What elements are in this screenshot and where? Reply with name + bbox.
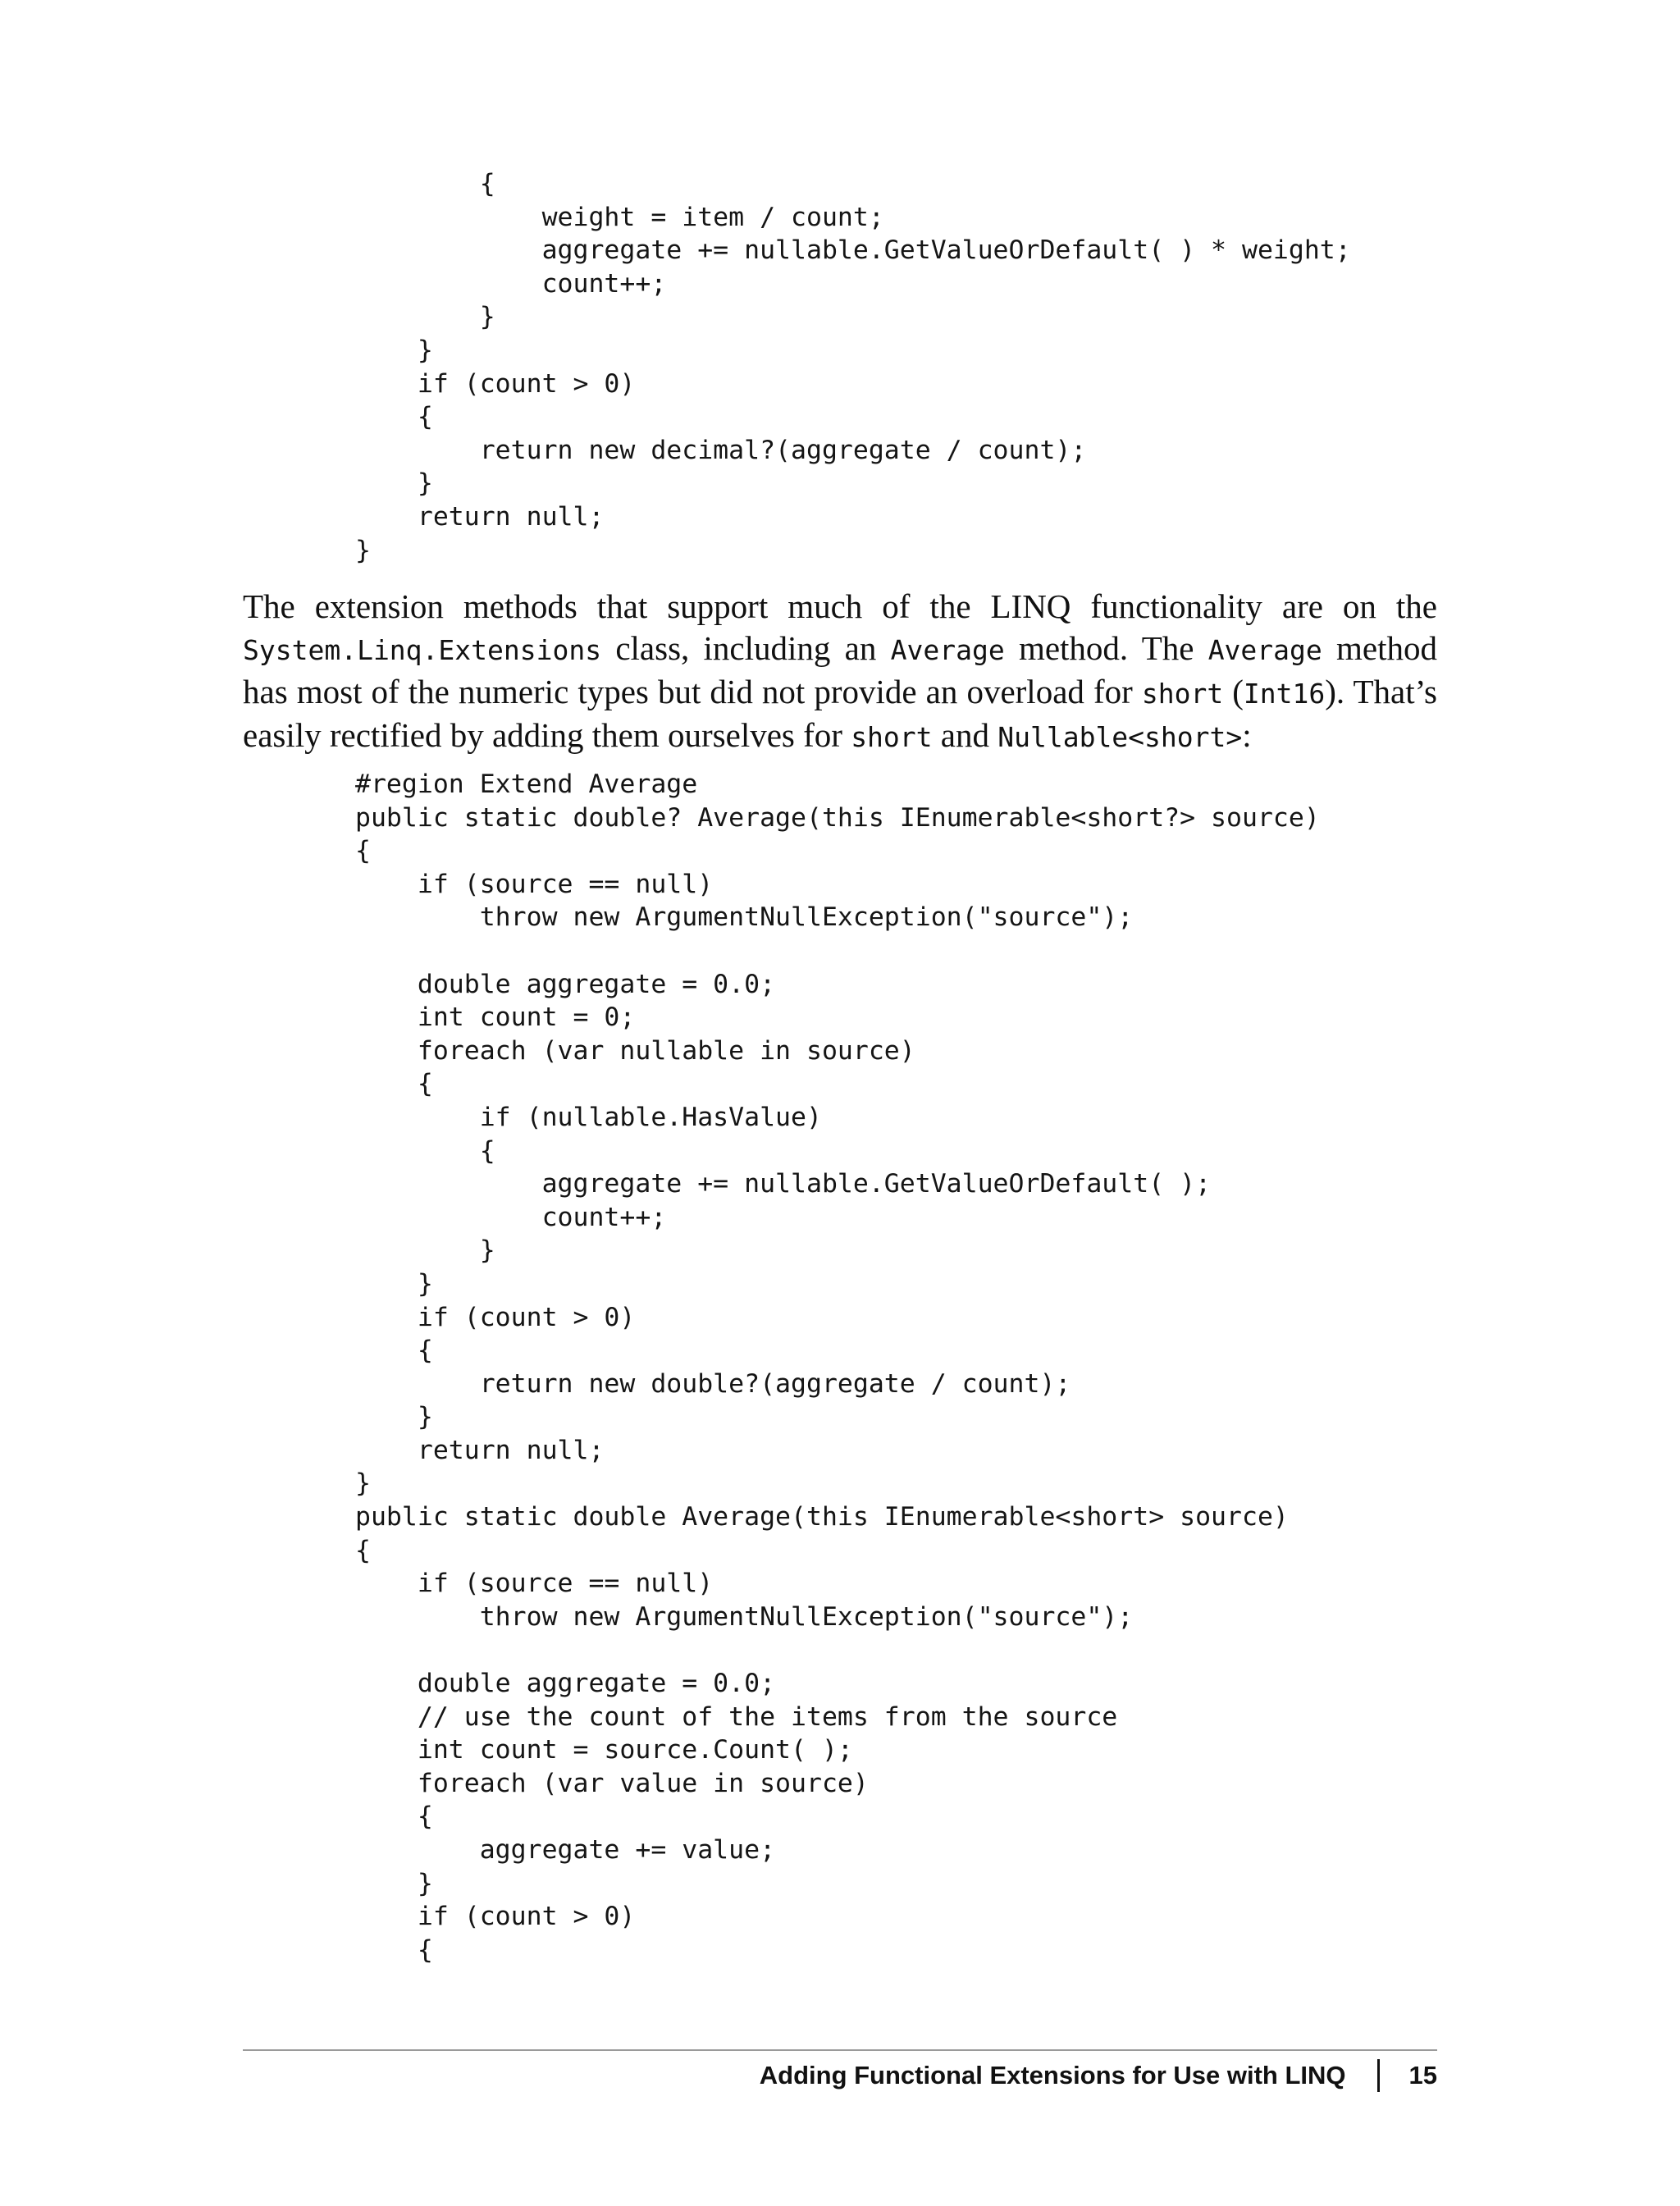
code-line: {	[355, 836, 371, 866]
code-line: {	[355, 1535, 371, 1565]
paragraph-text: :	[1242, 716, 1252, 754]
code-line: aggregate += nullable.GetValueOrDefault( );	[355, 1169, 1212, 1199]
code-line: {	[355, 1802, 433, 1832]
code-line: public static double? Average(this IEnumerable<short?> source)	[355, 802, 1320, 833]
code-line: int count = 0;	[355, 1003, 636, 1033]
code-line: }	[355, 1402, 433, 1432]
code-line: aggregate += value;	[355, 1835, 776, 1865]
paragraph-text: class, including an	[601, 629, 891, 667]
code-line: return null;	[355, 1435, 605, 1465]
code-line: return new decimal?(aggregate / count);	[355, 435, 1087, 465]
page-footer	[243, 2051, 1437, 2100]
code-line: throw new ArgumentNullException("source");	[355, 1601, 1134, 1632]
code-line	[355, 1633, 1320, 1667]
code-line: {	[355, 1336, 433, 1366]
code-line: }	[355, 1468, 371, 1499]
code-line: }	[355, 1268, 433, 1299]
code-block-top	[355, 167, 1351, 567]
code-line: }	[355, 1868, 433, 1898]
paragraph-text: (	[1223, 673, 1244, 710]
code-line: public static double Average(this IEnumerable<short> source)	[355, 1502, 1289, 1532]
code-block-bottom	[355, 768, 1320, 1966]
code-line: }	[355, 335, 433, 365]
inline-code: Average	[1208, 634, 1322, 666]
code-line	[355, 934, 1320, 968]
paragraph-text: The extension methods that support much of the LINQ functionality are on the	[243, 587, 1437, 625]
inline-code: Average	[890, 634, 1005, 666]
inline-code: short	[851, 721, 933, 753]
code-line: return null;	[355, 501, 605, 532]
code-line: if (count > 0)	[355, 1302, 636, 1332]
code-line: double aggregate = 0.0;	[355, 969, 776, 999]
code-line: throw new ArgumentNullException("source");	[355, 902, 1134, 933]
footer-chapter-title: Adding Functional Extensions for Use with LINQ	[759, 2061, 1346, 2090]
code-line: return new double?(aggregate / count);	[355, 1368, 1071, 1399]
paragraph-text: method has most of the numeric types but did not provide an overload for	[243, 629, 1437, 710]
code-line: {	[355, 1069, 433, 1099]
code-line: {	[355, 1934, 433, 1965]
code-line: count++;	[355, 268, 667, 299]
footer-page-number: 15	[1408, 2061, 1437, 2090]
code-line: double aggregate = 0.0;	[355, 1669, 776, 1699]
code-line: {	[355, 402, 433, 432]
body-paragraph	[243, 586, 1437, 758]
inline-code: Nullable<short>	[998, 721, 1243, 753]
footer-separator	[1377, 2059, 1380, 2092]
inline-code: Int16	[1243, 678, 1326, 710]
code-line: }	[355, 1235, 495, 1266]
inline-code: System.Linq.Extensions	[243, 634, 602, 666]
code-line: #region Extend Average	[355, 770, 698, 799]
paragraph-text: method. The	[1004, 629, 1208, 667]
code-line: if (count > 0)	[355, 368, 636, 399]
code-line: foreach (var value in source)	[355, 1768, 869, 1798]
code-line: weight = item / count;	[355, 202, 884, 232]
code-line: // use the count of the items from the source	[355, 1701, 1118, 1732]
code-line: if (source == null)	[355, 1569, 714, 1599]
paragraph-text: ). That’s easily rectified by adding them ourselves for	[243, 673, 1437, 754]
code-line: if (nullable.HasValue)	[355, 1102, 822, 1132]
code-line: count++;	[355, 1202, 667, 1232]
code-line: aggregate += nullable.GetValueOrDefault( ) * weight;	[355, 235, 1351, 266]
inline-code: short	[1141, 678, 1224, 710]
code-line: foreach (var nullable in source)	[355, 1035, 915, 1066]
paragraph-text: and	[932, 716, 998, 754]
code-line: int count = source.Count( );	[355, 1735, 853, 1765]
code-line: }	[355, 302, 495, 332]
code-line: {	[355, 1135, 495, 1166]
code-line: if (source == null)	[355, 869, 714, 899]
code-line: {	[355, 169, 495, 199]
code-line: if (count > 0)	[355, 1902, 636, 1932]
code-line: }	[355, 468, 433, 499]
code-line: }	[355, 535, 371, 565]
